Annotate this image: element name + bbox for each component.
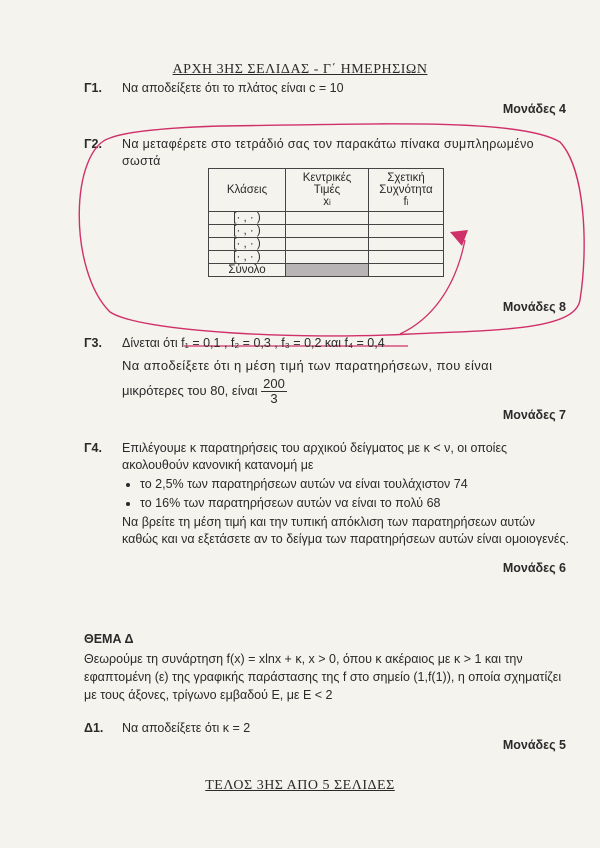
question-label: Γ1. (84, 81, 102, 95)
col-header-central-values-subscript: i (328, 197, 331, 207)
question-text: Να αποδείξετε ότι κ = 2 (122, 721, 251, 735)
fraction-denominator: 3 (270, 391, 278, 406)
col-header-central-values-label: Κεντρικές Τιμές (302, 171, 352, 196)
question-g4-body (122, 440, 570, 548)
class-cell: [· , · ) (209, 238, 286, 251)
question-label: Δ1. (84, 721, 104, 735)
marks-d1: Μονάδες 5 (502, 738, 566, 752)
question-text: Να αποδείξετε ότι το πλάτος είναι c = 10 (122, 81, 344, 95)
marks-g3: Μονάδες 7 (502, 408, 566, 422)
question-g4 (84, 440, 570, 560)
marks-g2: Μονάδες 8 (502, 300, 566, 314)
col-header-central-values-symbol: x (323, 195, 329, 208)
class-cell: [· , · ) (209, 251, 286, 264)
page-footer: ΤΕΛΟΣ 3ΗΣ ΑΠΟ 5 ΣΕΛΙΔΕΣ (205, 778, 395, 793)
question-g3-line3 (122, 377, 570, 406)
question-label: Γ3. (84, 336, 102, 350)
col-header-classes: Κλάσεις (209, 169, 286, 212)
section-text: Θεωρούμε τη συνάρτηση f(x) = xlnx + κ, x > 0, όπου κ ακέραιος με κ > 1 και την εφαπτομένη (ε) της γραφικής παράστασης της f στο σημείο (1,f(1)), η οποία σχηματίζει με τους άξονες, τρίγωνο εμβαδού E, με E < 2 (84, 652, 562, 702)
question-label: Γ4. (84, 441, 102, 455)
question-g3 (84, 335, 570, 415)
fraction-numerator: 200 (263, 376, 285, 391)
section-title: ΘΕΜΑ Δ (84, 632, 134, 646)
marks-g4: Μονάδες 6 (502, 561, 566, 575)
question-text: Να μεταφέρετε στο τετράδιό σας τον παρακάτω πίνακα συμπληρωμένο σωστά (122, 137, 534, 168)
col-header-relative-frequency-symbol: f (403, 195, 407, 208)
page-header: ΑΡΧΗ 3ΗΣ ΣΕΛΙΔΑΣ - Γ΄ ΗΜΕΡΗΣΙΩΝ (172, 62, 428, 77)
question-text-line2: Να αποδείξετε ότι η μέση τιμή των παρατηρήσεων, που είναι (122, 358, 493, 373)
question-g3-line1 (122, 335, 570, 352)
list-item: • το 16% των παρατηρήσεων αυτών να είναι το πολύ 68 (140, 495, 570, 512)
question-label: Γ2. (84, 137, 102, 151)
col-header-relative-frequency-subscript: i (406, 197, 409, 207)
question-text-line3: μικρότερες του 80, είναι (122, 382, 258, 398)
fraction (261, 377, 287, 406)
question-outro: Να βρείτε τη μέση τιμή και την τυπική απόκλιση των παρατηρήσεων αυτών καθώς και να εξετάσετε αν το δείγμα των παρατηρήσεων αυτών είναι ομοιογενές. (122, 515, 569, 546)
list-item: • το 2,5% των παρατηρήσεων αυτών να είναι τουλάχιστον 74 (140, 476, 570, 493)
col-header-relative-frequency-label: Σχετική Συχνότητα (379, 171, 433, 196)
class-cell: [· , · ) (209, 225, 286, 238)
given-text: Δίνεται ότι (122, 336, 182, 350)
given-values: f₁ = 0,1 , f₂ = 0,3 , f₃ = 0,2 και f₄ = 0,4 (181, 336, 385, 350)
marks-g1: Μονάδες 4 (502, 102, 566, 116)
question-intro: Επιλέγουμε κ παρατηρήσεις του αρχικού δείγματος με κ < ν, οι οποίες ακολουθούν κανονική κατανομή με (122, 441, 508, 472)
question-d1 (84, 720, 570, 740)
class-cell: [· , · ) (209, 212, 286, 225)
total-cell: Σύνολο (209, 264, 286, 277)
condition-list (122, 476, 570, 512)
